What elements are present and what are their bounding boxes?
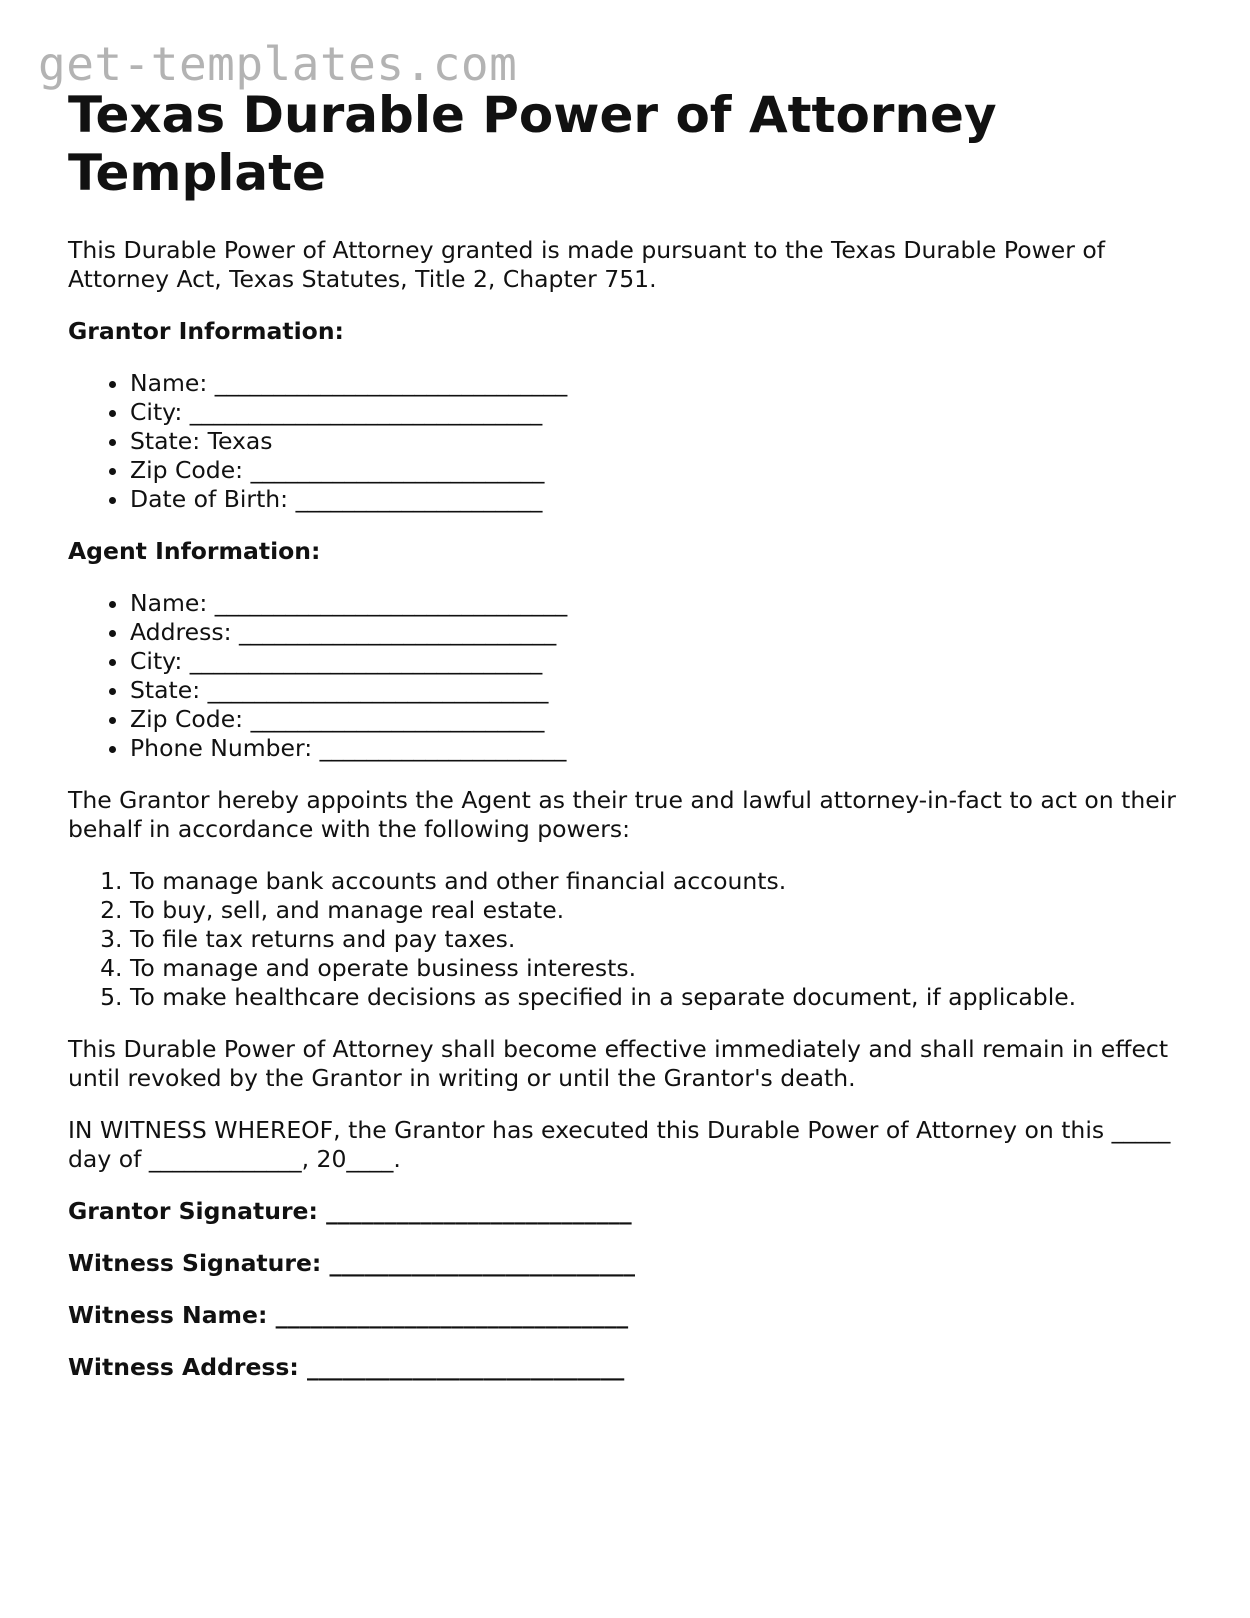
power-item: 4. To manage and operate business interests. xyxy=(130,954,1188,983)
agent-state-field: • State: _____________________________ xyxy=(130,676,1188,705)
grantor-heading: Grantor Information: xyxy=(68,317,344,345)
agent-phone-field: • Phone Number: _____________________ xyxy=(130,734,1188,763)
document-title: Texas Durable Power of Attorney Template xyxy=(68,86,997,202)
witness-clause: IN WITNESS WHEREOF, the Grantor has executed this Durable Power of Attorney on this _____ day of _____________, 20____. xyxy=(68,1116,1171,1173)
power-item: 3. To file tax returns and pay taxes. xyxy=(130,925,1188,954)
intro-paragraph: This Durable Power of Attorney granted is made pursuant to the Texas Durable Power of Attorney Act, Texas Statutes, Title 2, Chapter 751. xyxy=(68,236,1106,293)
agent-city-field: • City: ______________________________ xyxy=(130,647,1188,676)
power-item: 5. To make healthcare decisions as specified in a separate document, if applicable. xyxy=(130,983,1188,1012)
effective-paragraph: This Durable Power of Attorney shall become effective immediately and shall remain in effect until revoked by the Grantor in writing or until the Grantor's death. xyxy=(68,1035,1169,1092)
site-watermark: get-templates.com xyxy=(38,37,518,91)
witness-name-line: Witness Name: ______________________________ xyxy=(68,1301,629,1329)
grantor-field-list xyxy=(68,369,1188,514)
grantor-signature-line: Grantor Signature: __________________________ xyxy=(68,1197,632,1225)
agent-name-field: • Name: ______________________________ xyxy=(130,589,1188,618)
grantor-city-field: • City: ______________________________ xyxy=(130,398,1188,427)
agent-zip-field: • Zip Code: _________________________ xyxy=(130,705,1188,734)
witness-signature-line: Witness Signature: __________________________ xyxy=(68,1249,635,1277)
document-page xyxy=(68,86,1188,1382)
power-item: 2. To buy, sell, and manage real estate. xyxy=(130,896,1188,925)
agent-address-field: • Address: ___________________________ xyxy=(130,618,1188,647)
grantor-state-field: • State: Texas xyxy=(130,427,1188,456)
agent-heading: Agent Information: xyxy=(68,537,321,565)
appointment-paragraph: The Grantor hereby appoints the Agent as their true and lawful attorney-in-fact to act on their behalf in accordance with the following powers: xyxy=(68,786,1176,843)
witness-address-line: Witness Address: ___________________________ xyxy=(68,1353,625,1381)
grantor-zip-field: • Zip Code: _________________________ xyxy=(130,456,1188,485)
grantor-name-field: • Name: ______________________________ xyxy=(130,369,1188,398)
grantor-dob-field: • Date of Birth: _____________________ xyxy=(130,485,1188,514)
agent-field-list xyxy=(68,589,1188,763)
power-item: 1. To manage bank accounts and other financial accounts. xyxy=(130,867,1188,896)
powers-list xyxy=(68,867,1188,1012)
